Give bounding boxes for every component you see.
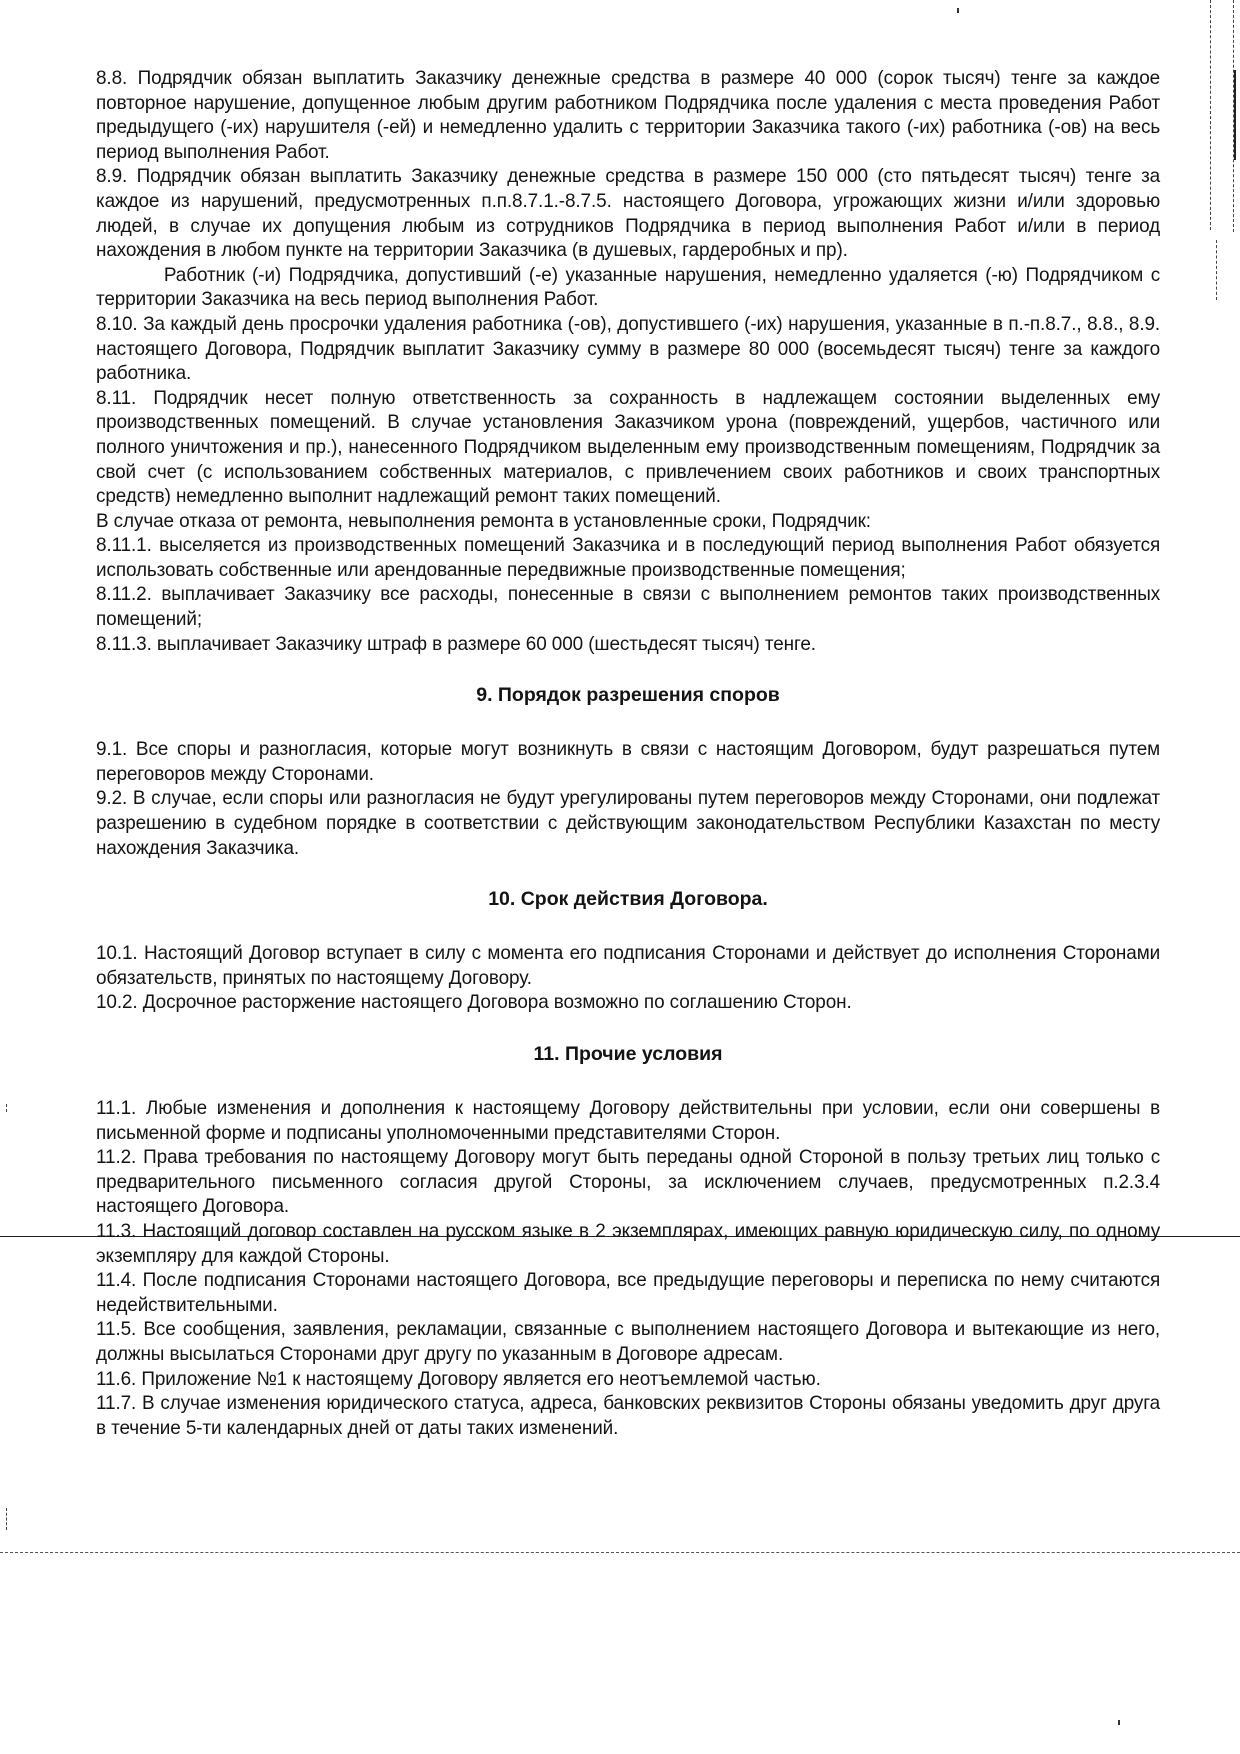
scan-edge-artifact [1216,240,1217,300]
document-page [96,66,1160,1440]
paragraph-8-11-refusal: В случае отказа от ремонта, невыполнения ремонта в установленные сроки, Подрядчик: [96,509,871,532]
paragraph-8-8: 8.8. Подрядчик обязан выплатить Заказчику денежные средства в размере 40 000 (сорок тысяч) тенге за каждое повторное нарушение, допущенное любым другим работником Подрядчика после удаления с места проведения Работ предыдущего (-их) нарушителя (-ей) и немедленно удалить с территории Заказчика такого (-их) работника (-ов) на весь период выполнения Работ. [96,67,1161,163]
section-8-continuation [96,66,1160,656]
paragraph-8-10: 8.10. За каждый день просрочки удаления работника (-ов), допустившего (-их) нарушения, указанные в п.-п.8.7., 8.8., 8.9. настоящего Договора, Подрядчик выплатит Заказчику сумму в размере 80 000 (восемьдесят тысяч) тенге за каждого работника. [96,312,1161,385]
section-10-heading: 10. Срок действия Договора. [488,888,768,911]
paragraph-11-5: 11.5. Все сообщения, заявления, рекламации, связанные с выполнением настоящего Договора и вытекающие из него, должны высылаться Сторонами друг другу по указанным в Договоре адресам. [96,1318,1161,1365]
section-9 [96,683,1160,860]
paragraph-11-1: 11.1. Любые изменения и дополнения к настоящему Договору действительны при условии, если они совершены в письменной форме и подписаны уполномоченными представителями Сторон. [96,1097,1161,1144]
scan-edge-artifact [1210,0,1211,230]
scan-edge-artifact [6,1104,7,1112]
paragraph-8-9-worker: Работник (-и) Подрядчика, допустивший (-е) указанные нарушения, немедленно удаляется (-ю) Подрядчиком с территории Заказчика на весь период выполнения Работ. [96,263,1161,311]
scan-edge-artifact [6,1508,7,1530]
scan-speck [1118,1720,1120,1725]
section-9-heading: 9. Порядок разрешения споров [476,684,780,707]
section-11 [96,1042,1160,1440]
paragraph-8-11-2: 8.11.2. выплачивает Заказчику все расходы, понесенные в связи с выполнением ремонтов таких производственных помещений; [96,583,1161,631]
scan-speck [957,8,959,13]
scan-edge-artifact [1233,0,1234,232]
paragraph-10-1: 10.1. Настоящий Договор вступает в силу с момента его подписания Сторонами и действует до исполнения Сторонами обязательств, принятых по настоящему Договору. [96,942,1161,989]
paragraph-11-6: 11.6. Приложение №1 к настоящему Договору является его неотъемлемой частью. [96,1367,821,1390]
scan-line-artifact [0,1552,1240,1553]
paragraph-8-9: 8.9. Подрядчик обязан выплатить Заказчику денежные средства в размере 150 000 (сто пятьдесят тысяч) тенге за каждое из нарушений, предусмотренных п.п.8.7.1.-8.7.5. настоящего Договора, угрожающих жизни и/или здоровью людей, в случае их допущения любым из сотрудников Подрядчика в период выполнения Работ и/или в период нахождения в любом пункте на территории Заказчика (в душевых, гардеробных и пр). [96,165,1161,262]
section-11-heading: 11. Прочие условия [533,1043,723,1065]
paragraph-11-3: 11.3. Настоящий договор составлен на русском языке в 2 экземплярах, имеющих равную юридическую силу, по одному экземпляру для каждой Стороны. [96,1219,1161,1267]
section-10 [96,887,1160,1015]
paragraph-9-2: 9.2. В случае, если споры или разногласия не будут урегулированы путем переговоров между Сторонами, они подлежат разрешению в судебном порядке в соответствии с действующим законодательством Республики Казахстан по месту нахождения Заказчика. [96,787,1161,859]
paragraph-8-11-3: 8.11.3. выплачивает Заказчику штраф в размере 60 000 (шестьдесят тысяч) тенге. [96,632,816,655]
paragraph-11-2: 11.2. Права требования по настоящему Договору могут быть переданы одной Стороной в пользу третьих лиц только с предварительного письменного согласия другой Стороны, за исключением случаев, предусмотренных п.2.3.4 настоящего Договора. [96,1146,1161,1218]
paragraph-8-11: 8.11. Подрядчик несет полную ответственность за сохранность в надлежащем состоянии выделенных ему производственных помещений. В случае установления Заказчиком урона (повреждений, ущербов, частичного или полного уничтожения и пр.), нанесенного Подрядчиком выделенным ему производственным помещениям, Подрядчик за свой счет (с использованием собственных материалов, с привлечением своих работников и своих транспортных средств) немедленно выполнит надлежащий ремонт таких помещений. [96,386,1161,508]
paragraph-10-2: 10.2. Досрочное расторжение настоящего Договора возможно по соглашению Сторон. [96,991,852,1014]
paragraph-11-7: 11.7. В случае изменения юридического статуса, адреса, банковских реквизитов Стороны обязаны уведомить друг друга в течение 5-ти календарных дней от даты таких изменений. [96,1392,1161,1439]
paragraph-8-11-1: 8.11.1. выселяется из производственных помещений Заказчика и в последующий период выполнения Работ обязуется использовать собственные или арендованные передвижные производственные помещения; [96,534,1161,581]
paragraph-9-1: 9.1. Все споры и разногласия, которые могут возникнуть в связи с настоящим Договором, будут разрешаться путем переговоров между Сторонами. [96,738,1161,785]
paragraph-11-4: 11.4. После подписания Сторонами настоящего Договора, все предыдущие переговоры и переписка по нему считаются недействительными. [96,1269,1161,1316]
scan-edge-artifact [1234,70,1236,160]
